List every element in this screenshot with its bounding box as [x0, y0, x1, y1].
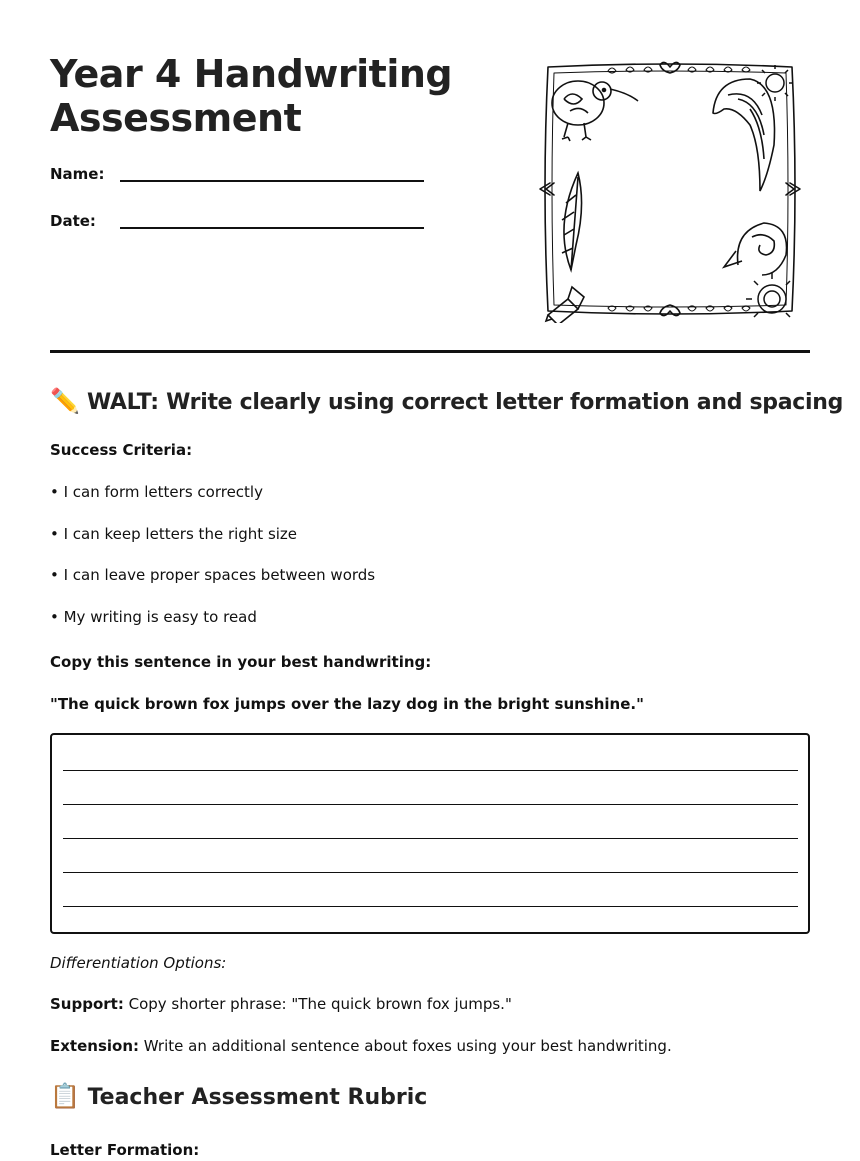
support-label: Support:: [50, 995, 124, 1013]
kiwi-bird-icon: [552, 81, 638, 141]
writing-line: [63, 838, 798, 839]
copy-instruction: Copy this sentence in your best handwriting:: [50, 653, 432, 671]
criteria-item: • I can keep letters the right size: [50, 525, 298, 543]
support-option: [50, 995, 512, 1013]
writing-line: [63, 872, 798, 873]
name-field-row: [50, 165, 430, 195]
name-field[interactable]: [120, 178, 424, 182]
koru-fern-icon: [713, 79, 775, 191]
extension-option: [50, 1037, 672, 1055]
sun-icon: [757, 65, 793, 101]
date-label: Date:: [50, 212, 96, 230]
manaia-icon: [724, 223, 787, 275]
letter-formation-heading: Letter Formation:: [50, 1141, 200, 1159]
name-label: Name:: [50, 165, 105, 183]
clipboard-icon: 📋: [50, 1082, 80, 1110]
criteria-item: • I can leave proper spaces between words: [50, 566, 376, 584]
writing-line: [63, 770, 798, 771]
writing-line: [63, 804, 798, 805]
extension-label: Extension:: [50, 1037, 139, 1055]
rubric-heading: [50, 1082, 427, 1110]
date-field-row: [50, 212, 430, 242]
worksheet-header: [50, 50, 810, 330]
page-title: Year 4 Handwriting Assessment: [50, 52, 453, 140]
handwriting-box[interactable]: [50, 733, 810, 934]
rubric-title-text: Teacher Assessment Rubric: [87, 1085, 428, 1110]
criteria-item: • I can form letters correctly: [50, 483, 263, 501]
pencil-icon: ✏️: [50, 387, 80, 415]
date-field[interactable]: [120, 225, 424, 229]
walt-text: WALT: Write clearly using correct letter formation and spacing: [86, 390, 844, 415]
differentiation-heading: Differentiation Options:: [50, 954, 227, 972]
feather-icon: [562, 173, 582, 270]
criteria-item: • My writing is easy to read: [50, 608, 257, 626]
copy-sentence: "The quick brown fox jumps over the lazy dog in the bright sunshine.": [50, 695, 644, 713]
writing-line: [63, 906, 798, 907]
support-text: Copy shorter phrase: "The quick brown fox jumps.": [123, 995, 512, 1013]
walt-heading: [50, 387, 843, 415]
section-divider: [50, 350, 810, 353]
success-criteria-heading: Success Criteria:: [50, 441, 193, 459]
extension-text: Write an additional sentence about foxes using your best handwriting.: [139, 1037, 672, 1055]
decorative-frame-image: [538, 55, 802, 323]
sun-icon: [746, 273, 790, 317]
